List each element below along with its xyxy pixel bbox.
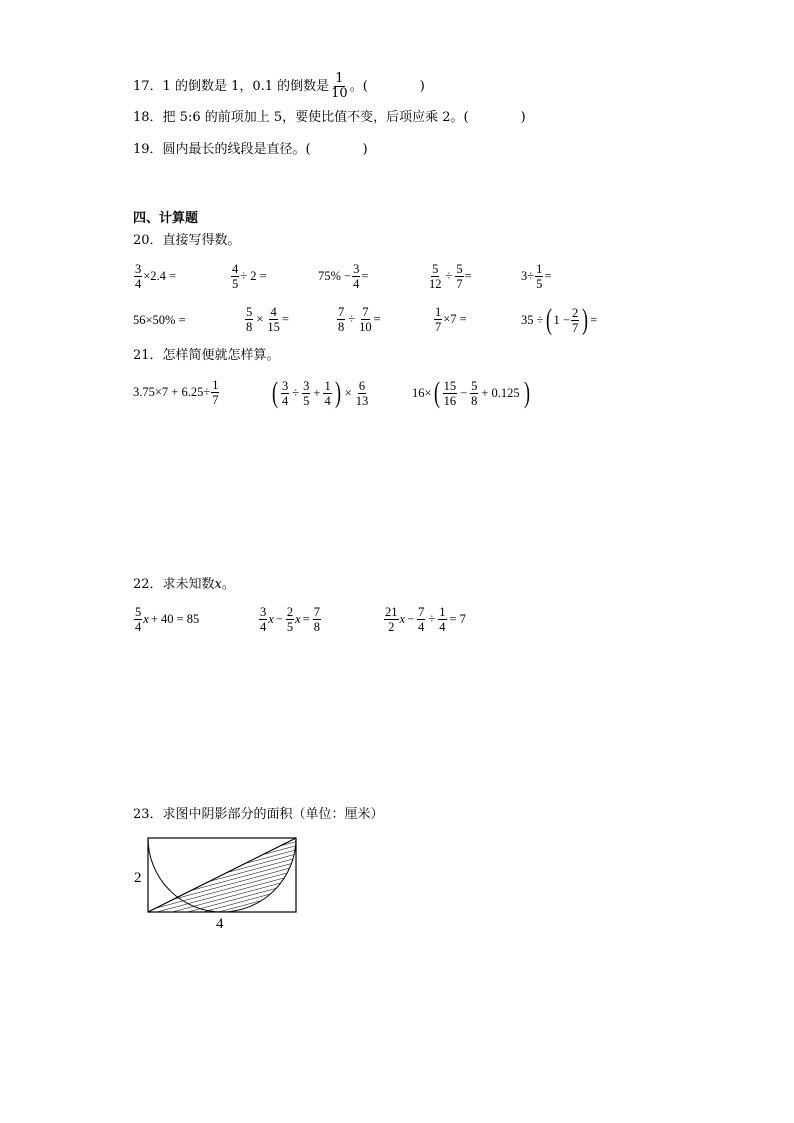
expr-20-8: $\frac{7}{8}$ ÷ $\frac{7}{10}$ = [338,305,381,334]
expr-20-5: 3÷ $\frac{1}{5}$ = [521,262,552,291]
expr-22-1: $\frac{5}{4}$ x + 40 = 85 [135,605,200,634]
expr-22-2: $\frac{3}{4}$ x − $\frac{2}{5}$ x = $\frac{7}{8}$ [260,605,320,634]
question-20-title: 20．直接写得数。 [133,233,241,248]
expr-20-10: 35 ÷ ( 1 − $\frac{2}{7}$ ) = [521,303,598,336]
expr-20-6: 56×50% = [133,312,186,327]
expr-20-1: $\frac{3}{4}$ ×2.4 = [135,262,177,291]
question-21-title: 21．怎样简便就怎样算。 [133,348,280,363]
expr-20-9: $\frac{1}{7}$ ×7 = [435,305,467,334]
expr-21-3: 16× ( $\frac{15}{16}$ − $\frac{5}{8}$ + 0.125 ) [412,376,530,409]
width-label: 4 [216,916,224,932]
height-label: 2 [134,870,142,886]
question-23-title: 23．求图中阴影部分的面积（单位：厘米） [133,807,384,822]
expr-21-1: 3.75×7 + 6.25÷ $\frac{1}{7}$ [133,378,219,407]
expr-20-2: $\frac{4}{5}$ ÷ 2 = [232,262,267,291]
fraction: $\frac{1}{10}$ [331,71,348,101]
expr-22-3: $\frac{21}{2}$ x − $\frac{7}{4}$ ÷ $\frac{1}{4}$ = 7 [385,605,466,634]
question-18: 18．把 5:6 的前项加上 5，要使比值不变，后项应乘 2。( ) [133,110,526,125]
section-heading: 四、计算题 [133,211,199,226]
question-22-title: 22．求未知数x。 [133,577,235,592]
expr-20-3: 75% − $\frac{3}{4}$ = [318,262,369,291]
shaded-area-figure [130,832,310,932]
question-17: 17．1 的倒数是 1，0.1 的倒数是 $\frac{1}{10}$ 。( ) [133,71,425,101]
expr-20-7: $\frac{5}{8}$ × $\frac{4}{15}$ = [246,305,289,334]
question-19: 19．圆内最长的线段是直径。( ) [133,142,368,157]
expr-21-2: ( $\frac{3}{4}$ ÷ $\frac{3}{5}$ + $\frac{1}{4}$ ) × $\frac{6}{13}$ [272,376,369,409]
expr-20-4: $\frac{5}{12}$ ÷ $\frac{5}{7}$ = [429,262,472,291]
